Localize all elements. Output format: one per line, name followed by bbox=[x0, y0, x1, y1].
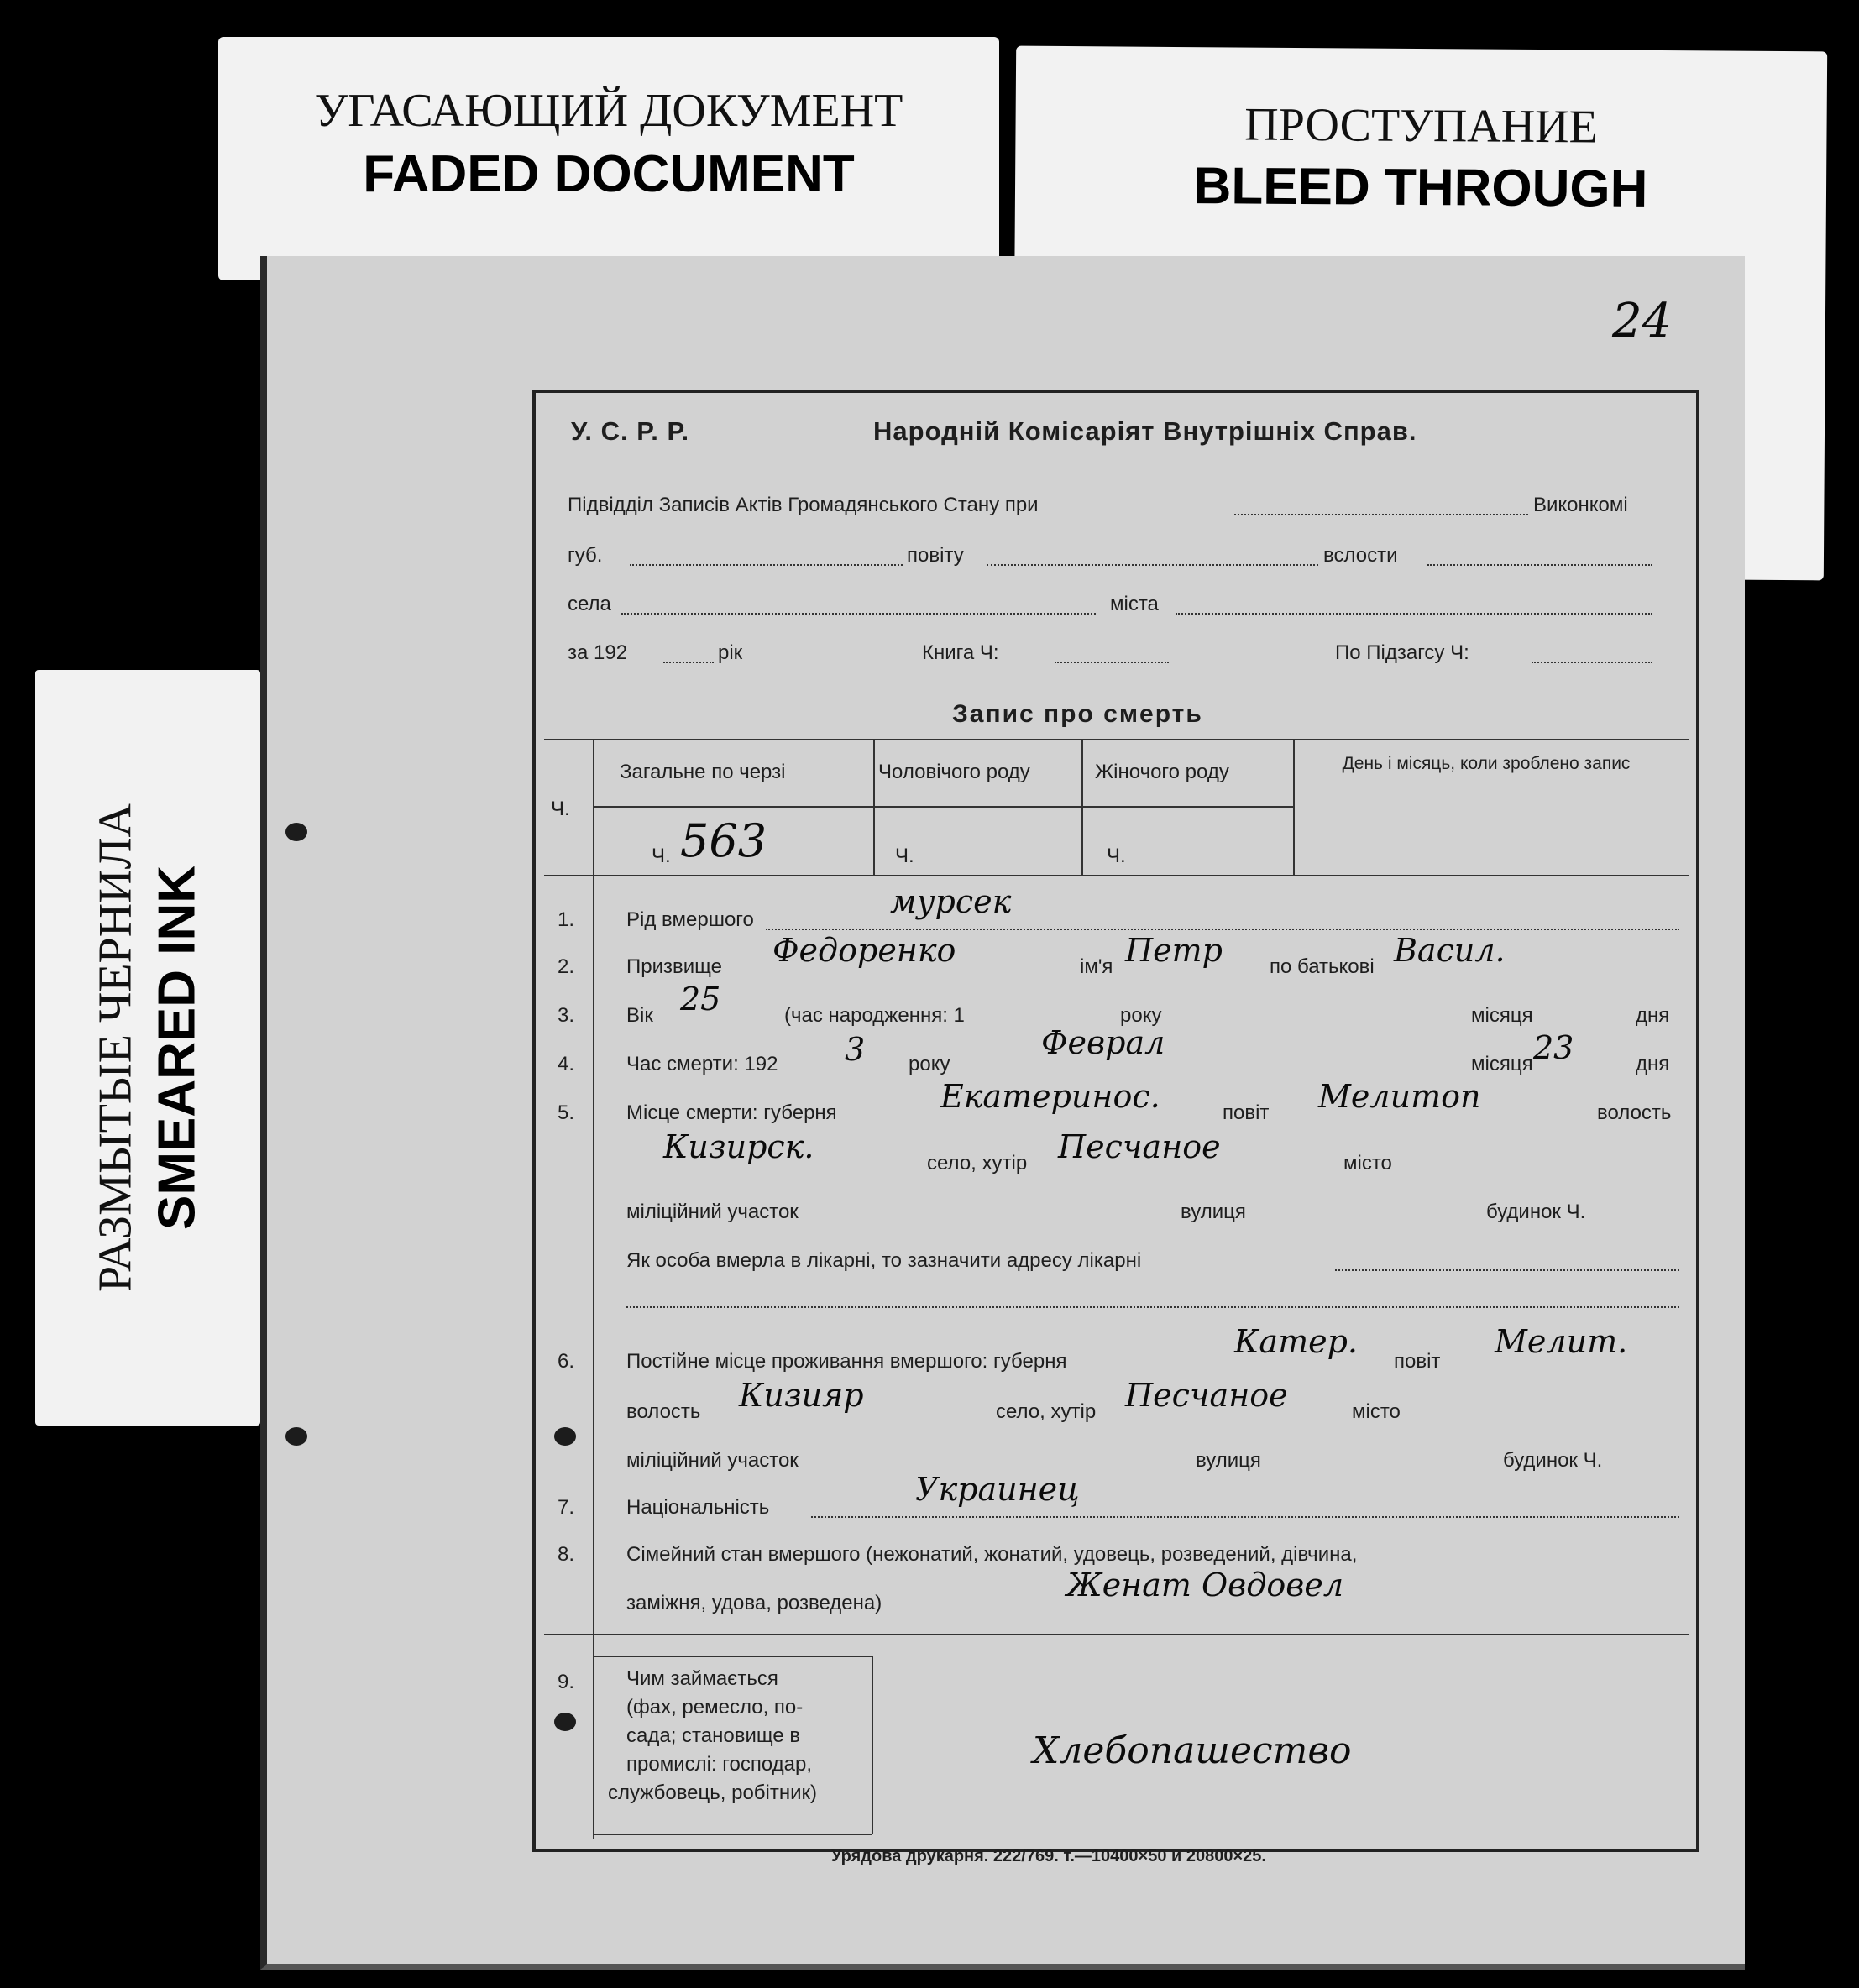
field-mista: міста bbox=[1110, 593, 1159, 615]
field-vlosti: вслости bbox=[1323, 544, 1398, 567]
count-ch-general: Ч. bbox=[652, 845, 671, 867]
printer-footer: Урядова друкарня. 222/769. т.—10400×50 и 20800×25. bbox=[831, 1847, 1266, 1865]
row-rid: Рід вмершого bbox=[626, 908, 754, 931]
faded-document-label bbox=[218, 37, 999, 280]
hw-res-volost: Кизияр bbox=[739, 1377, 864, 1414]
count-col-general: Загальне по черзі bbox=[620, 761, 786, 783]
field-pidzapys: По Підзагсу Ч: bbox=[1335, 641, 1469, 664]
hw-death-day: 23 bbox=[1533, 1029, 1574, 1066]
smeared-label-en: SMEARED INK bbox=[148, 865, 207, 1231]
hw-death-povit: Мелитоп bbox=[1318, 1078, 1481, 1115]
hw-death-volost: Кизирск. bbox=[663, 1128, 814, 1165]
hw-name: Петр bbox=[1125, 932, 1223, 969]
record-title: Запис про смерть bbox=[952, 700, 1203, 728]
hw-death-selo: Песчаное bbox=[1058, 1128, 1221, 1165]
field-knyha: Книга Ч: bbox=[922, 641, 999, 664]
hw-surname: Федоренко bbox=[772, 932, 956, 969]
header-ussr: У. С. Р. Р. bbox=[571, 416, 690, 446]
punch-hole bbox=[285, 1427, 307, 1446]
bleed-label-en: BLEED THROUGH bbox=[1193, 157, 1648, 218]
hw-marital: Женат Овдовел bbox=[1066, 1567, 1344, 1603]
page-number: 24 bbox=[1612, 294, 1673, 348]
hw-death-month: Феврал bbox=[1041, 1024, 1165, 1061]
smeared-label-ru: РАЗМЫТЫЕ ЧЕРНИЛА bbox=[89, 803, 142, 1293]
field-gub: губ. bbox=[568, 544, 603, 567]
count-col-male: Чоловічого роду bbox=[878, 761, 1030, 783]
hw-rid: мурсек bbox=[890, 883, 1012, 920]
count-col-female: Жіночого роду bbox=[1095, 761, 1229, 783]
count-ch-female: Ч. bbox=[1107, 845, 1126, 867]
hw-death-year: 3 bbox=[845, 1031, 866, 1068]
count-col-date: День і місяць, коли зроблено запис bbox=[1342, 754, 1631, 773]
field-year: за 192 bbox=[568, 641, 628, 664]
hw-age: 25 bbox=[680, 981, 721, 1018]
header-subdivision: Підвідділ Записів Актів Громадянського Стану при bbox=[568, 494, 1039, 516]
faded-label-en: FADED DOCUMENT bbox=[363, 145, 855, 203]
hw-res-selo: Песчаное bbox=[1125, 1377, 1288, 1414]
hw-general-number: 563 bbox=[680, 814, 767, 867]
punch-hole bbox=[285, 823, 307, 841]
faded-label-ru: УГАСАЮЩИЙ ДОКУМЕНТ bbox=[314, 85, 903, 137]
hw-death-gub: Екатеринос. bbox=[940, 1078, 1160, 1115]
hw-res-gub: Катер. bbox=[1234, 1323, 1358, 1360]
header-vykonkom: Виконкомі bbox=[1533, 494, 1628, 516]
field-povitu: повіту bbox=[907, 544, 964, 567]
count-ch-label: Ч. bbox=[551, 798, 570, 820]
hw-occupation: Хлебопашество bbox=[1033, 1729, 1352, 1772]
count-ch-male: Ч. bbox=[895, 845, 914, 867]
header-commissariat: Народній Комісаріят Внутрішніх Справ. bbox=[873, 416, 1417, 446]
bleed-label-ru: ПРОСТУПАНИЕ bbox=[1244, 98, 1599, 154]
field-sela: села bbox=[568, 593, 611, 615]
hw-res-povit: Мелит. bbox=[1495, 1323, 1628, 1360]
hw-nationality: Украинец bbox=[915, 1471, 1080, 1508]
smeared-ink-label bbox=[35, 670, 260, 1426]
field-rik: рік bbox=[718, 641, 743, 664]
hw-patronymic: Васил. bbox=[1394, 932, 1506, 969]
